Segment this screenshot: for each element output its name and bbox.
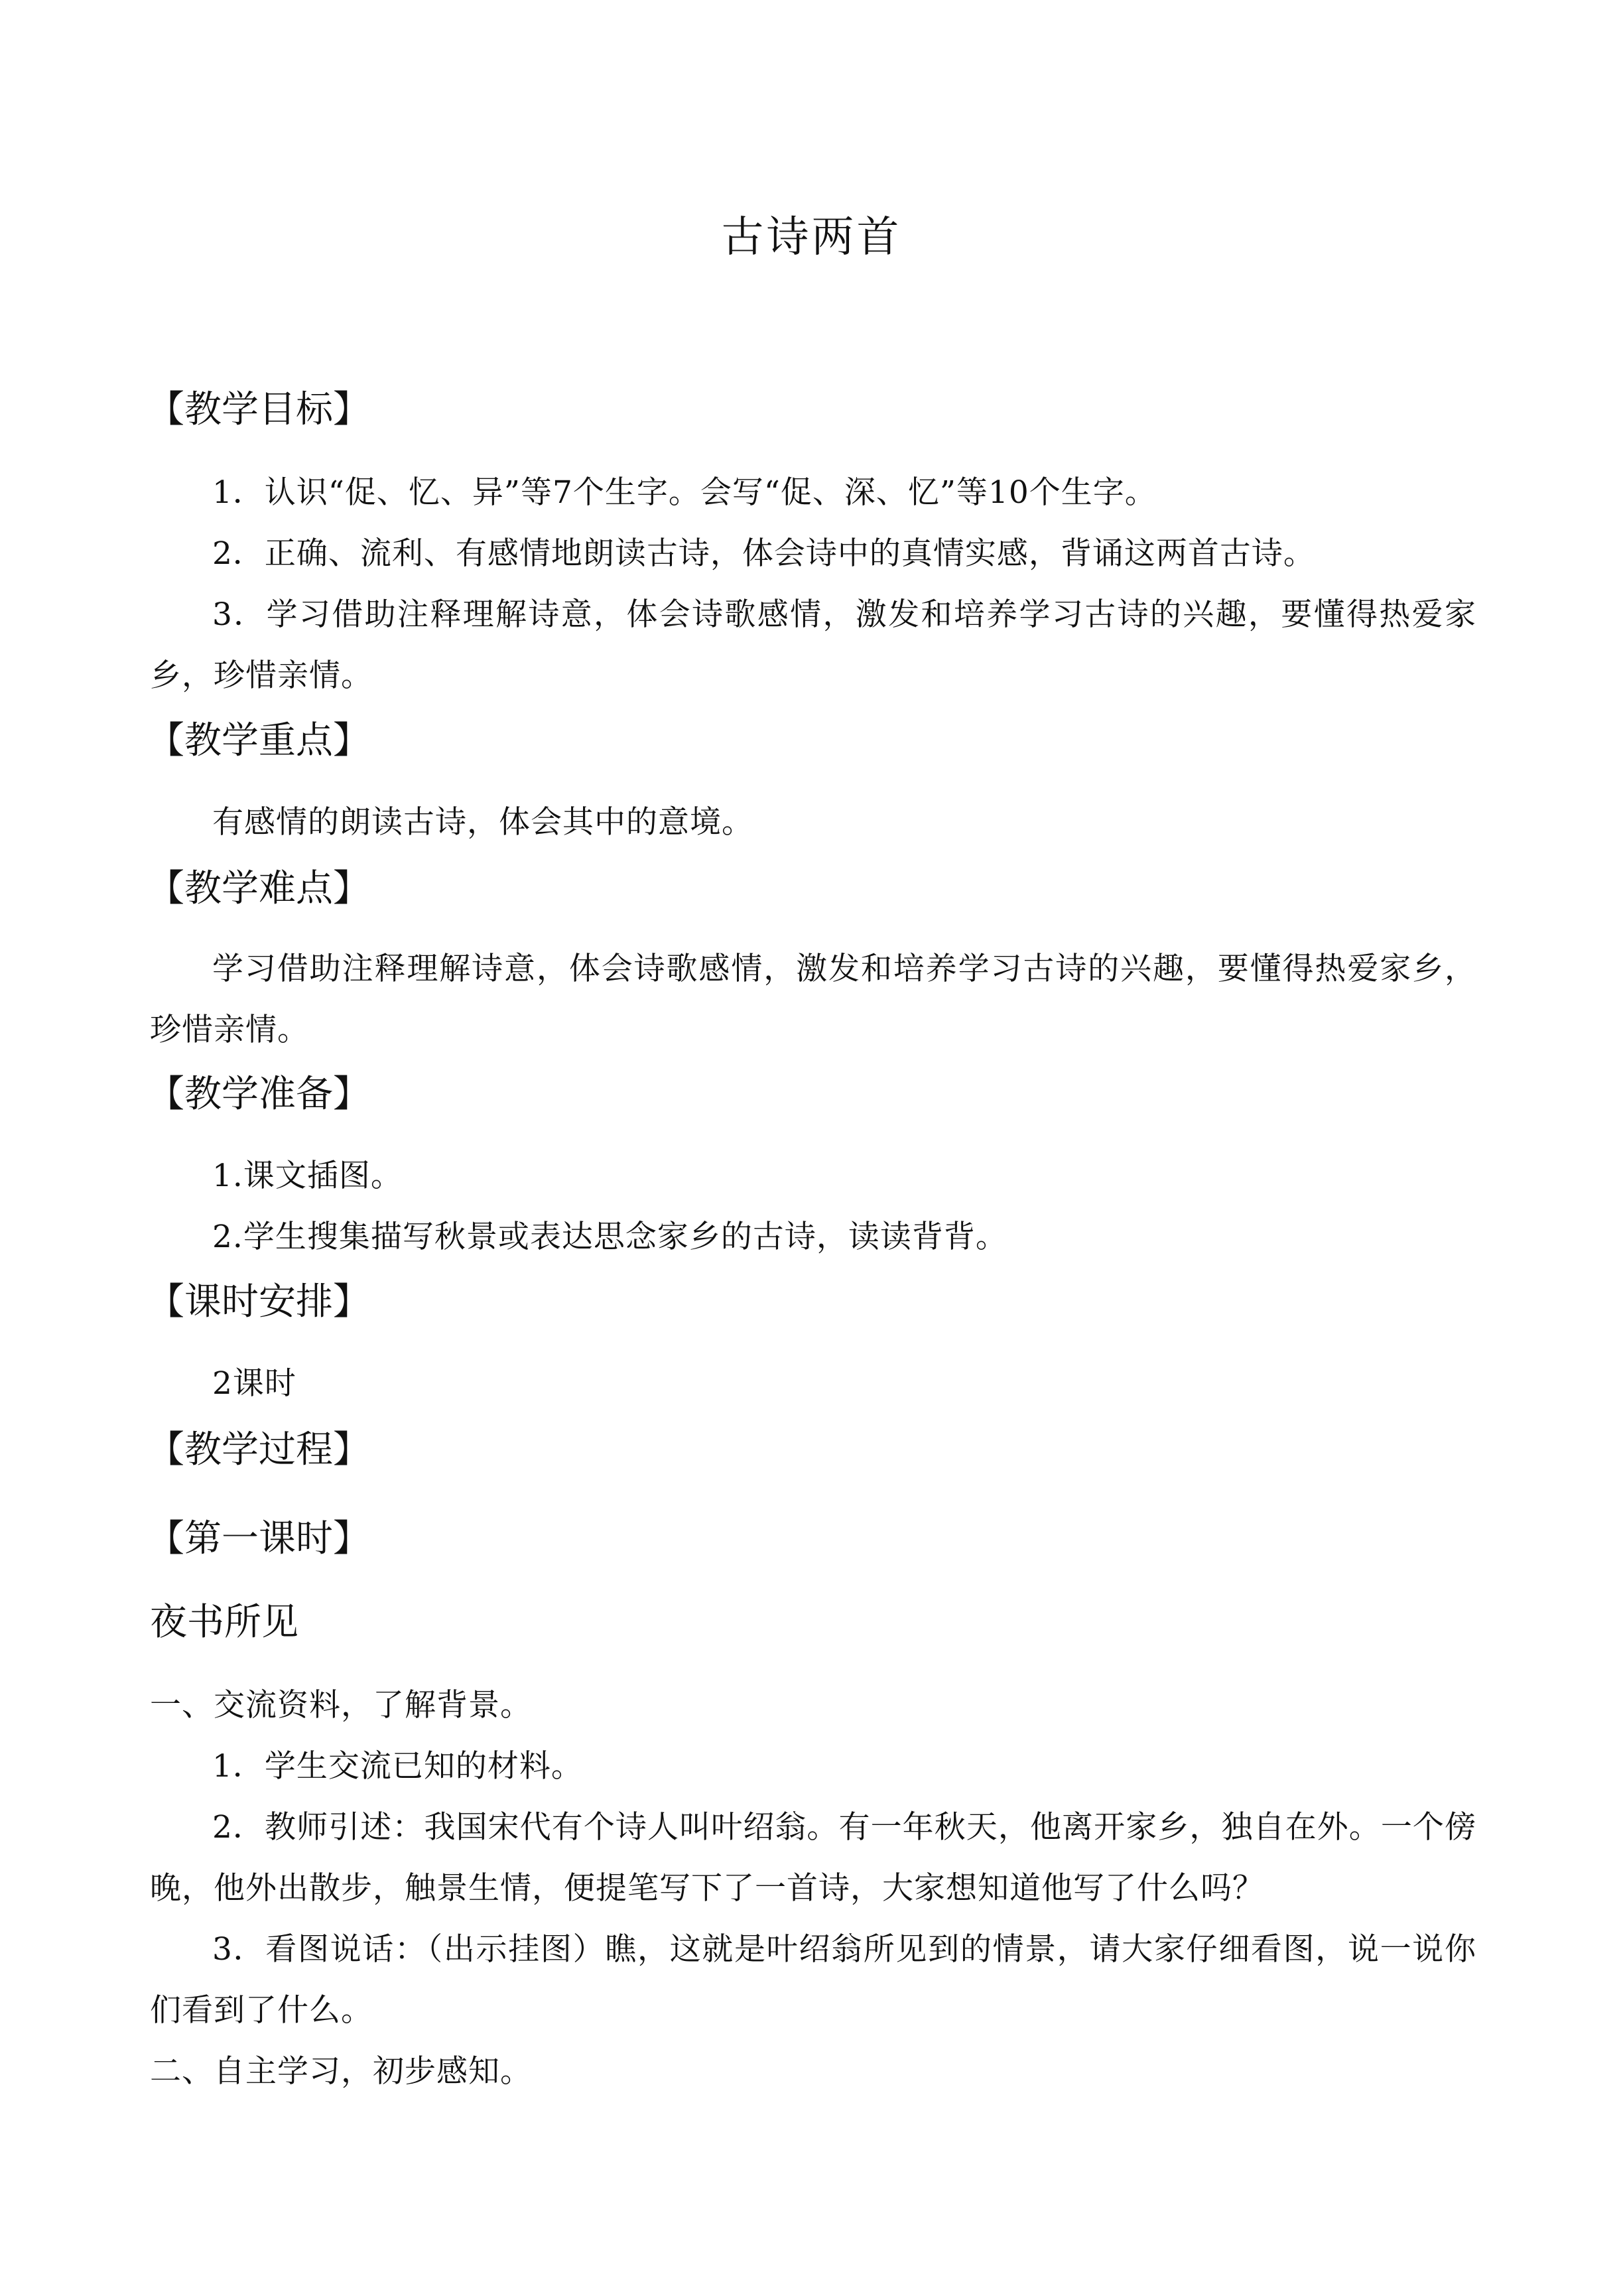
heading-key-points: 【教学重点】 [147, 719, 370, 762]
objective-item-1: 1．认识“促、忆、异”等7个生字。会写“促、深、忆”等10个生字。 [212, 474, 1157, 511]
step-1-item-3: 3．看图说话：（出示挂图）瞧，这就是叶绍翁所见到的情景，请大家仔细看图，说一说你们看到了什么。 [150, 1931, 1476, 2029]
heading-process: 【教学过程】 [147, 1428, 370, 1471]
difficulties-text: 学习借助注释理解诗意，体会诗歌感情，激发和培养学习古诗的兴趣，要懂得热爱家乡，珍惜亲情。 [150, 951, 1476, 1048]
objective-item-3: 3．学习借助注释理解诗意，体会诗歌感情，激发和培养学习古诗的兴趣，要懂得热爱家乡，珍惜亲情。 [150, 596, 1476, 694]
step-1-title: 一、交流资料，了解背景。 [150, 1687, 532, 1723]
preparation-item-2: 2.学生搜集描写秋景或表达思念家乡的古诗，读读背背。 [212, 1219, 1007, 1255]
heading-first-lesson: 【第一课时】 [147, 1517, 370, 1560]
key-points-text: 有感情的朗读古诗，体会其中的意境。 [212, 804, 753, 841]
schedule-text: 2课时 [212, 1365, 296, 1402]
preparation-item-1: 1.课文插图。 [212, 1158, 403, 1194]
page-title: 古诗两首 [721, 213, 902, 262]
step-1-item-2: 2．教师引述：我国宋代有个诗人叫叶绍翁。有一年秋天，他离开家乡，独自在外。一个傍晚，他外出散步，触景生情，便提笔写下了一首诗，大家想知道他写了什么吗？ [150, 1809, 1476, 1907]
step-2-title: 二、自主学习，初步感知。 [150, 2053, 532, 2090]
heading-schedule: 【课时安排】 [147, 1280, 370, 1323]
objective-item-2: 2．正确、流利、有感情地朗读古诗，体会诗中的真情实感，背诵这两首古诗。 [212, 535, 1315, 572]
poem-title: 夜书所见 [150, 1601, 298, 1644]
step-1-item-1: 1．学生交流已知的材料。 [212, 1748, 583, 1785]
heading-preparation: 【教学准备】 [147, 1073, 370, 1116]
heading-objectives: 【教学目标】 [147, 388, 370, 431]
heading-difficulties: 【教学难点】 [147, 867, 370, 910]
